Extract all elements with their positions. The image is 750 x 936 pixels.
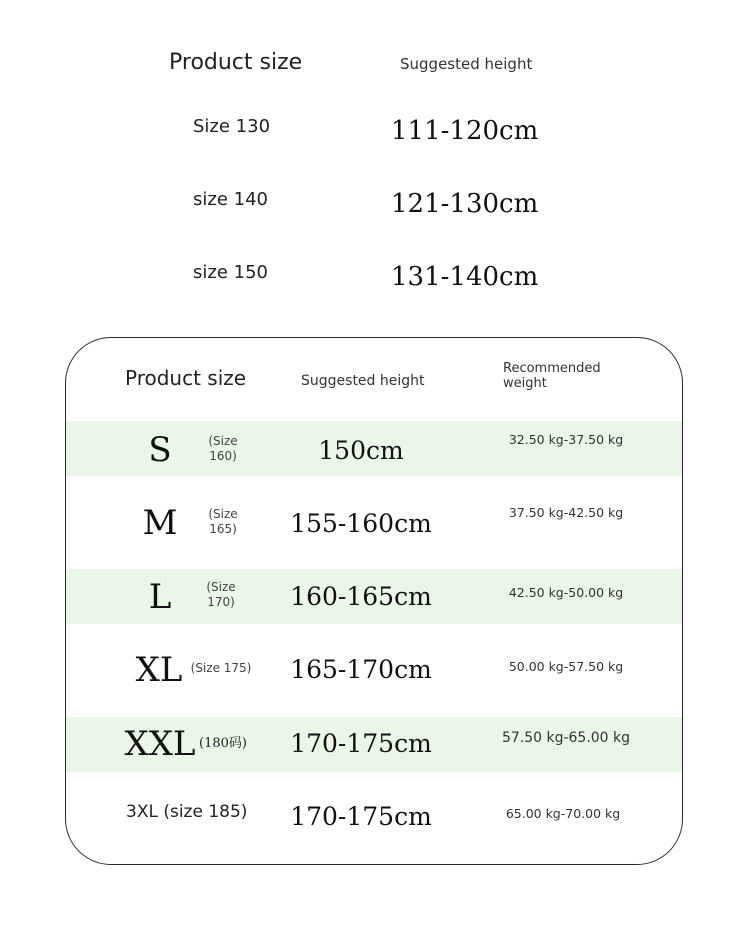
suggested-height-value: 155-160cm	[290, 509, 432, 538]
top-header-suggested-height: Suggested height	[400, 55, 533, 73]
top-header-product-size: Product size	[169, 50, 303, 75]
size-letter: L	[148, 577, 172, 617]
suggested-height-value: 160-165cm	[290, 582, 432, 611]
recommended-weight-value: 32.50 kg-37.50 kg	[508, 432, 624, 447]
size-code: (180码)	[199, 736, 247, 751]
size-code: (Size 165)	[208, 507, 238, 536]
recommended-weight-value: 42.50 kg-50.00 kg	[508, 585, 624, 600]
top-row-size: size 150	[193, 262, 268, 283]
suggested-height-value: 170-175cm	[290, 729, 432, 758]
top-row-height: 131-140cm	[391, 262, 539, 292]
size-letter: S	[148, 430, 172, 470]
top-row-height: 121-130cm	[391, 189, 539, 219]
size-letter: XL	[135, 650, 183, 690]
suggested-height-value: 170-175cm	[290, 802, 432, 831]
header-recommended-weight: Recommended weight	[503, 361, 601, 391]
suggested-height-value: 150cm	[318, 436, 404, 465]
top-row-size: Size 130	[193, 116, 271, 137]
suggested-height-value: 165-170cm	[290, 655, 432, 684]
top-row-height: 111-120cm	[391, 116, 539, 146]
header-suggested-height: Suggested height	[301, 373, 425, 389]
size-letter: M	[142, 503, 178, 543]
recommended-weight-value: 50.00 kg-57.50 kg	[508, 659, 624, 674]
recommended-weight-value: 65.00 kg-70.00 kg	[505, 806, 621, 821]
size-code: (Size 175)	[190, 661, 252, 675]
size-letter: 3XL (size 185)	[126, 802, 248, 822]
size-code: (Size 160)	[208, 434, 238, 463]
header-product-size: Product size	[125, 366, 247, 390]
size-code: (Size 170)	[206, 580, 236, 609]
recommended-weight-value: 37.50 kg-42.50 kg	[508, 505, 624, 520]
recommended-weight-value: 57.50 kg-65.00 kg	[501, 730, 631, 746]
top-row-size: size 140	[193, 189, 268, 210]
size-letter: XXL	[124, 724, 196, 764]
